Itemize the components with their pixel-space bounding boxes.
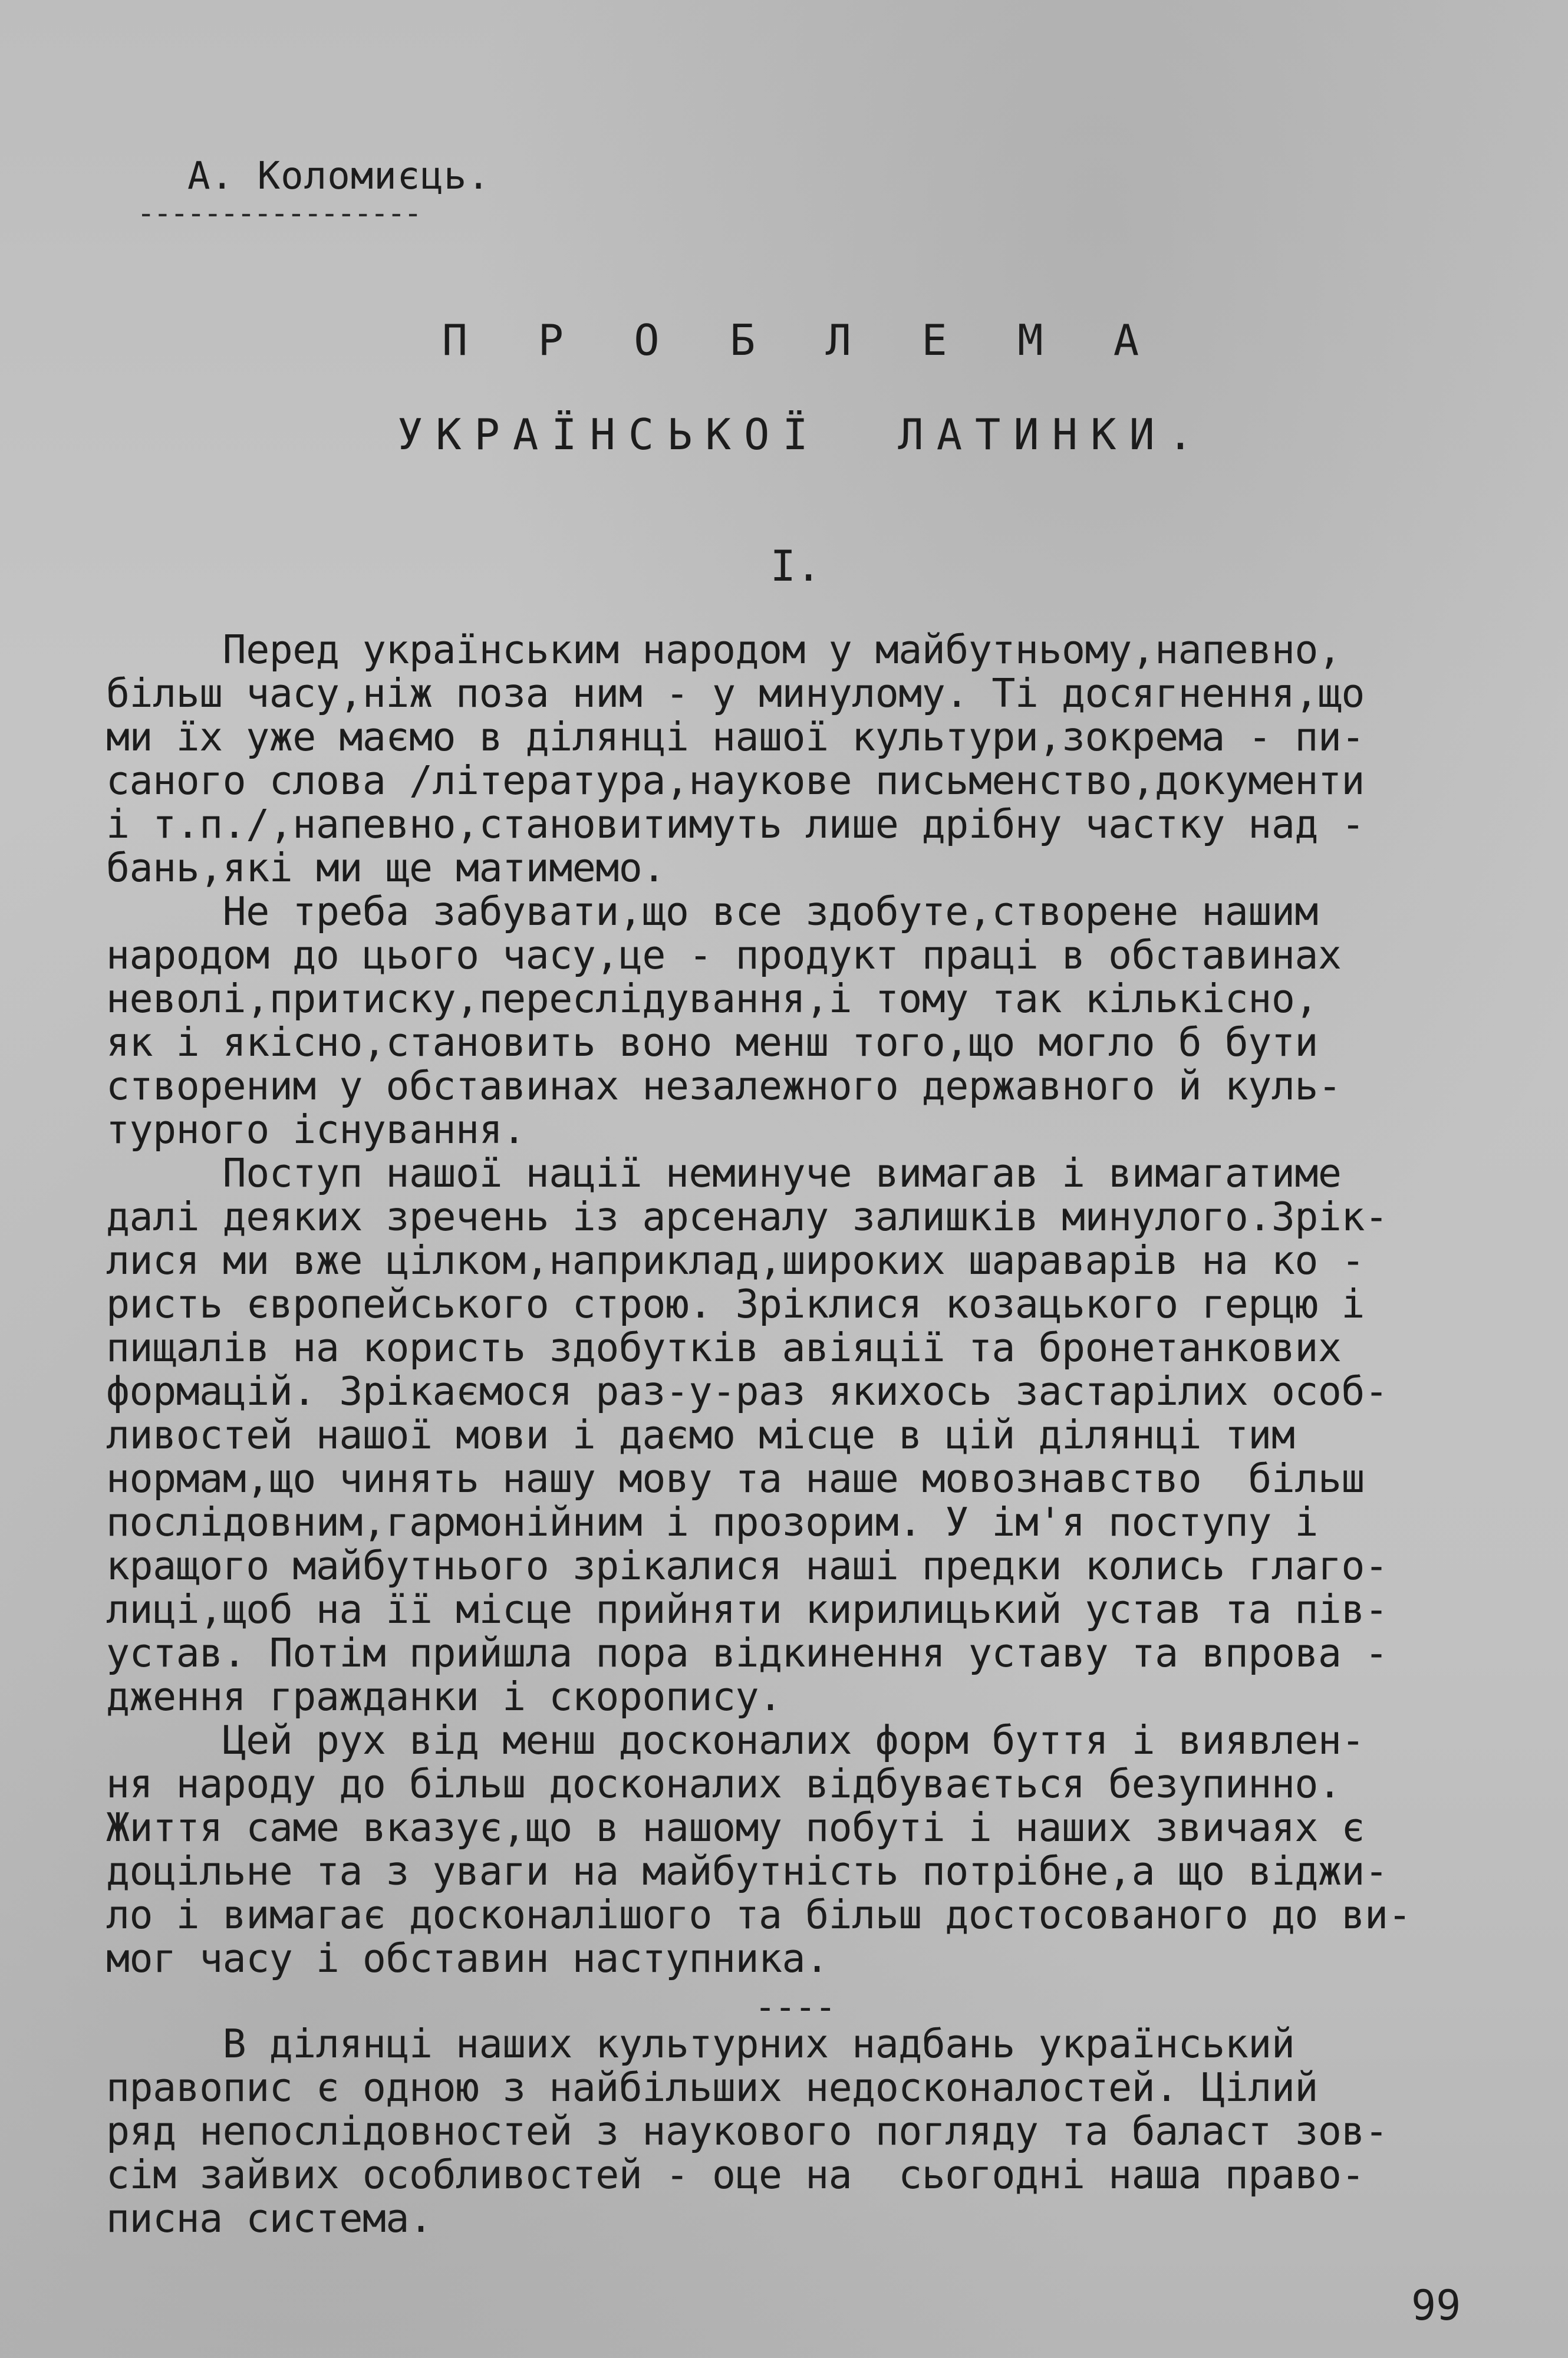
paragraph-line: далі деяких зречень із арсеналу залишків минулого.Зрік- xyxy=(106,1194,1388,1240)
paragraph-line: доцільне та з уваги на майбутність потрібне,а що віджи- xyxy=(106,1848,1388,1894)
paragraph-line: пищалів на користь здобутків авіяції та бронетанкових xyxy=(106,1325,1342,1371)
paragraph-line: і т.п./,напевно,становитимуть лише дрібну частку над - xyxy=(106,801,1365,847)
paragraph-line: ми їх уже маємо в ділянці нашої культури,зокрема - пи- xyxy=(106,714,1365,760)
paragraph-line: Поступ нашої нації неминуче вимагав і вимагатиме xyxy=(106,1150,1342,1196)
paragraph-line: правопис є одною з найбільших недосконалостей. Цілий xyxy=(106,2064,1318,2110)
paragraph-line: Життя саме вказує,що в нашому побуті і наших звичаях є xyxy=(106,1804,1365,1850)
paragraph-line: формацій. Зрікаємося раз-у-раз якихось застарілих особ- xyxy=(106,1368,1388,1414)
author-underline: ----------------- xyxy=(137,202,421,225)
page-number: 99 xyxy=(1411,2281,1461,2330)
paragraph-line: більш часу,ніж поза ним - у минулому. Ті досягнення,що xyxy=(106,670,1365,716)
section-number: I. xyxy=(770,541,822,591)
paragraph-line: Цей рух від менш досконалих форм буття і виявлен- xyxy=(106,1717,1365,1763)
paragraph-line: писна система. xyxy=(106,2195,433,2241)
paragraph-line: турного існування. xyxy=(106,1106,526,1152)
paragraph-line: кращого майбутнього зрікалися наші предки колись глаго- xyxy=(106,1543,1388,1589)
author-name: А. Коломиєць. xyxy=(187,154,490,198)
paragraph-line: нормам,що чинять нашу мову та наше мовознавство більш xyxy=(106,1455,1365,1501)
paragraph-line: ряд непослідовностей з наукового погляду та баласт зов- xyxy=(106,2108,1388,2154)
paragraph-line: послідовним,гармонійним і прозорим. У ім'я поступу і xyxy=(106,1499,1318,1545)
paragraph-5 xyxy=(106,2022,1509,2240)
title-line-1: П Р О Б Л Е М А xyxy=(442,315,1162,365)
paragraph-line: неволі,притиску,переслідування,і тому так кількісно, xyxy=(106,976,1318,1022)
paragraph-1 xyxy=(106,628,1509,890)
paragraph-line: бань,які ми ще матимемо. xyxy=(106,845,666,891)
paragraph-line: створеним у обставинах незалежного державного й куль- xyxy=(106,1063,1342,1109)
paragraph-line: ло і вимагає досконалішого та більш достосованого до ви- xyxy=(106,1892,1412,1938)
paragraph-line: Не треба забувати,що все здобуте,створене нашим xyxy=(106,888,1318,934)
paragraph-line: лиці,щоб на її місце прийняти кирилицький устав та пів- xyxy=(106,1586,1388,1632)
paragraph-line: устав. Потім прийшла пора відкинення уставу та впрова - xyxy=(106,1630,1388,1676)
paragraph-line: народом до цього часу,це - продукт праці в обставинах xyxy=(106,932,1342,978)
title-line-2: УКРАЇНСЬКОЇ ЛАТИНКИ. xyxy=(397,410,1207,459)
paragraph-2 xyxy=(106,890,1509,1151)
paragraph-line: саного слова /література,наукове письменство,документи xyxy=(106,758,1365,803)
section-separator: ---- xyxy=(755,1987,835,2028)
paragraph-3 xyxy=(106,1151,1509,1718)
paragraph-line: лися ми вже цілком,наприклад,широких шараварів на ко - xyxy=(106,1237,1365,1283)
paragraph-line: сім зайвих особливостей - оце на сьогодні наша право- xyxy=(106,2152,1365,2198)
paragraph-line: як і якісно,становить воно менш того,що могло б бути xyxy=(106,1019,1318,1065)
paragraph-line: мог часу і обставин наступника. xyxy=(106,1935,829,1981)
paragraph-line: В ділянці наших культурних надбань український xyxy=(106,2021,1295,2067)
paragraph-line: Перед українським народом у майбутньому,напевно, xyxy=(106,627,1342,673)
paragraph-line: ристь європейського строю. Зріклися козацького герцю і xyxy=(106,1281,1365,1327)
paragraph-line: ливостей нашої мови і даємо місце в цій ділянці тим xyxy=(106,1412,1295,1458)
paragraph-line: ня народу до більш досконалих відбувається безупинно. xyxy=(106,1761,1342,1807)
paragraph-4 xyxy=(106,1718,1509,1980)
paragraph-line: дження гражданки і скоропису. xyxy=(106,1674,782,1720)
